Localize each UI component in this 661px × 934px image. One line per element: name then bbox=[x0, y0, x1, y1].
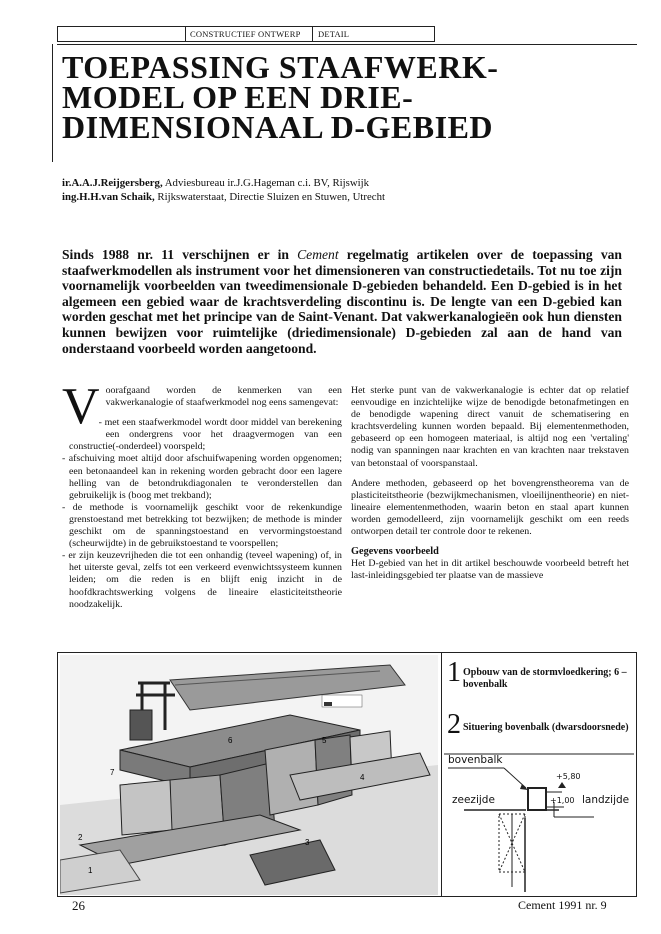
body-column-right bbox=[351, 385, 629, 590]
title-line: TOEPASSING STAAFWERK- bbox=[62, 49, 499, 85]
body-column-left bbox=[62, 378, 342, 611]
figure-caption: Situering bovenbalk (dwarsdoorsnede) bbox=[463, 722, 629, 733]
left-rule bbox=[52, 44, 53, 162]
figure-number-label: 3 bbox=[305, 838, 310, 847]
paragraph: Het D-gebied van het in dit artikel beschouwde voorbeeld betreft het last-inleidingsgebied ter plaatse van de massieve bbox=[351, 558, 629, 582]
figure-number-label: 7 bbox=[110, 768, 115, 777]
intro-paragraph bbox=[62, 247, 622, 356]
figure-number: 1 bbox=[447, 657, 461, 688]
list-item: - er zijn keuzevrijheden die tot een onhandig (teveel wapening) of, in het uiterste geval, zelfs tot een verkeerd evenwichtssysteem kunnen leiden; om die reden is en blijft enig inzicht in de hoofdkrachtswerking volgens de lineaire elasticiteitstheorie noodzakelijk. bbox=[62, 550, 342, 610]
intro-text: Sinds 1988 nr. 11 verschijnen er in bbox=[62, 247, 298, 262]
intro-text: regelmatig artikelen over de toepassing van staafwerkmodellen als instrument voor het dimensioneren van constructiedetails. Tot nu toe zijn voornamelijk voorbeelden van tweedimensionale D-gebieden behandeld. Een D-gebied is in het algemeen een gebied waar de krachtsverdeling discontinu is. De lengte van een D-gebied kan worden geschat met het principe van de Saint-Venant. Dat vakwerkanalogieën ook hun diensten kunnen bewijzen voor ruimtelijke (driedimensionale) D-gebieden zal aan de hand van onderstaand voorbeeld worden aangetoond. bbox=[62, 247, 622, 356]
figure-number-label: 4 bbox=[360, 773, 365, 782]
bovenbalk-label: bovenbalk bbox=[448, 754, 503, 766]
paragraph: Het sterke punt van de vakwerkanalogie is echter dat op relatief eenvoudige en inzichtelijke wijze de benodigde betonafmetingen en de benodigde wapening direct vanuit de schematisering en krachtsverdeling kunnen worden bepaald. Bij elementenmethoden, gebaseerd op een homogeen materiaal, is altijd nog een 'vertaling' nodig van spanningen naar krachten en van krachten naar trekstaven van betonstaal of voorspanstaal. bbox=[351, 385, 629, 469]
journal-footer: Cement 1991 nr. 9 bbox=[518, 898, 607, 912]
zeezijde-label: zeezijde bbox=[452, 794, 495, 806]
top-rule bbox=[57, 44, 637, 45]
figure-divider bbox=[441, 652, 442, 897]
article-title bbox=[62, 49, 632, 145]
section-label: DETAIL bbox=[318, 29, 350, 39]
author-name: ir.A.A.J.Reijgersberg, bbox=[62, 177, 163, 189]
page-number: 26 bbox=[72, 898, 85, 913]
author-line bbox=[62, 191, 632, 205]
author-affiliation: Adviesbureau ir.J.G.Hageman c.i. BV, Rijswijk bbox=[162, 177, 370, 189]
list-item: - de methode is voornamelijk geschikt voor de rekenkundige grenstoestand met betrekking tot bezwijken; de methode is minder geschikt om de spanningstoestand en vervormingstoestand (scheurwijdte) in de gebruikstoestand te voorspellen; bbox=[62, 502, 342, 550]
list-item: - met een staafwerkmodel wordt door middel van berekening een ondergrens voor het draagvermogen van een constructie(-onderdeel) voorspeld; bbox=[62, 417, 342, 453]
characteristics-list bbox=[62, 417, 342, 611]
rubric-bar bbox=[57, 26, 435, 42]
author-affiliation: Rijkswaterstaat, Directie Sluizen en Stuwen, Utrecht bbox=[154, 190, 385, 203]
figure-number-label: 6 bbox=[228, 736, 233, 745]
title-line: MODEL OP EEN DRIE- bbox=[62, 79, 414, 115]
landzijde-label: landzijde bbox=[582, 794, 630, 806]
author-name: ing.H.H.van Schaik, bbox=[62, 190, 155, 203]
lead-paragraph: oorafgaand worden de kenmerken van een vakwerkanalogie of staafwerkmodel nog eens samengevat: bbox=[105, 385, 342, 409]
rubric-label: CONSTRUCTIEF ONTWERP bbox=[185, 27, 313, 41]
author-line bbox=[62, 177, 632, 191]
authors bbox=[62, 177, 632, 204]
cross-section-svg bbox=[444, 752, 634, 895]
storm-barrier-illustration bbox=[60, 655, 438, 895]
figure-number-label: 1 bbox=[88, 866, 93, 875]
figure-number-label: 2 bbox=[78, 833, 83, 842]
title-line: DIMENSIONAAL D-GEBIED bbox=[62, 109, 494, 145]
journal-name: Cement bbox=[297, 247, 339, 262]
list-item: - afschuiving moet altijd door afschuifwapening worden opgenomen; een betonaandeel kan in rekening worden gebracht door een lagere helling van de betondrukdiagonalen te veronderstellen dan gebruikelijk is (boog met trekband); bbox=[62, 453, 342, 501]
level-bottom-label: +1,00 bbox=[550, 796, 575, 805]
figure-number: 2 bbox=[447, 709, 461, 740]
cross-section-drawing bbox=[444, 752, 634, 895]
dropcap: V bbox=[62, 378, 100, 435]
level-top-label: +5,80 bbox=[556, 772, 581, 781]
section-heading: Gegevens voorbeeld bbox=[351, 546, 439, 558]
figure-number-label: 5 bbox=[322, 736, 327, 745]
paragraph: Andere methoden, gebaseerd op het bovengrenstheorema van de plasticiteitstheorie (bezwijkmechanismen, vloeilijnentheorie) en niet-lineaire elementenmethoden, waarin beton en staal apart kunnen worden gemodelleerd, zijn voornamelijk geschikt om een reeds ontworpen detail ter controle door te rekenen. bbox=[351, 477, 629, 538]
figure-caption: Opbouw van de stormvloedkering; 6 – bovenbalk bbox=[463, 667, 627, 690]
